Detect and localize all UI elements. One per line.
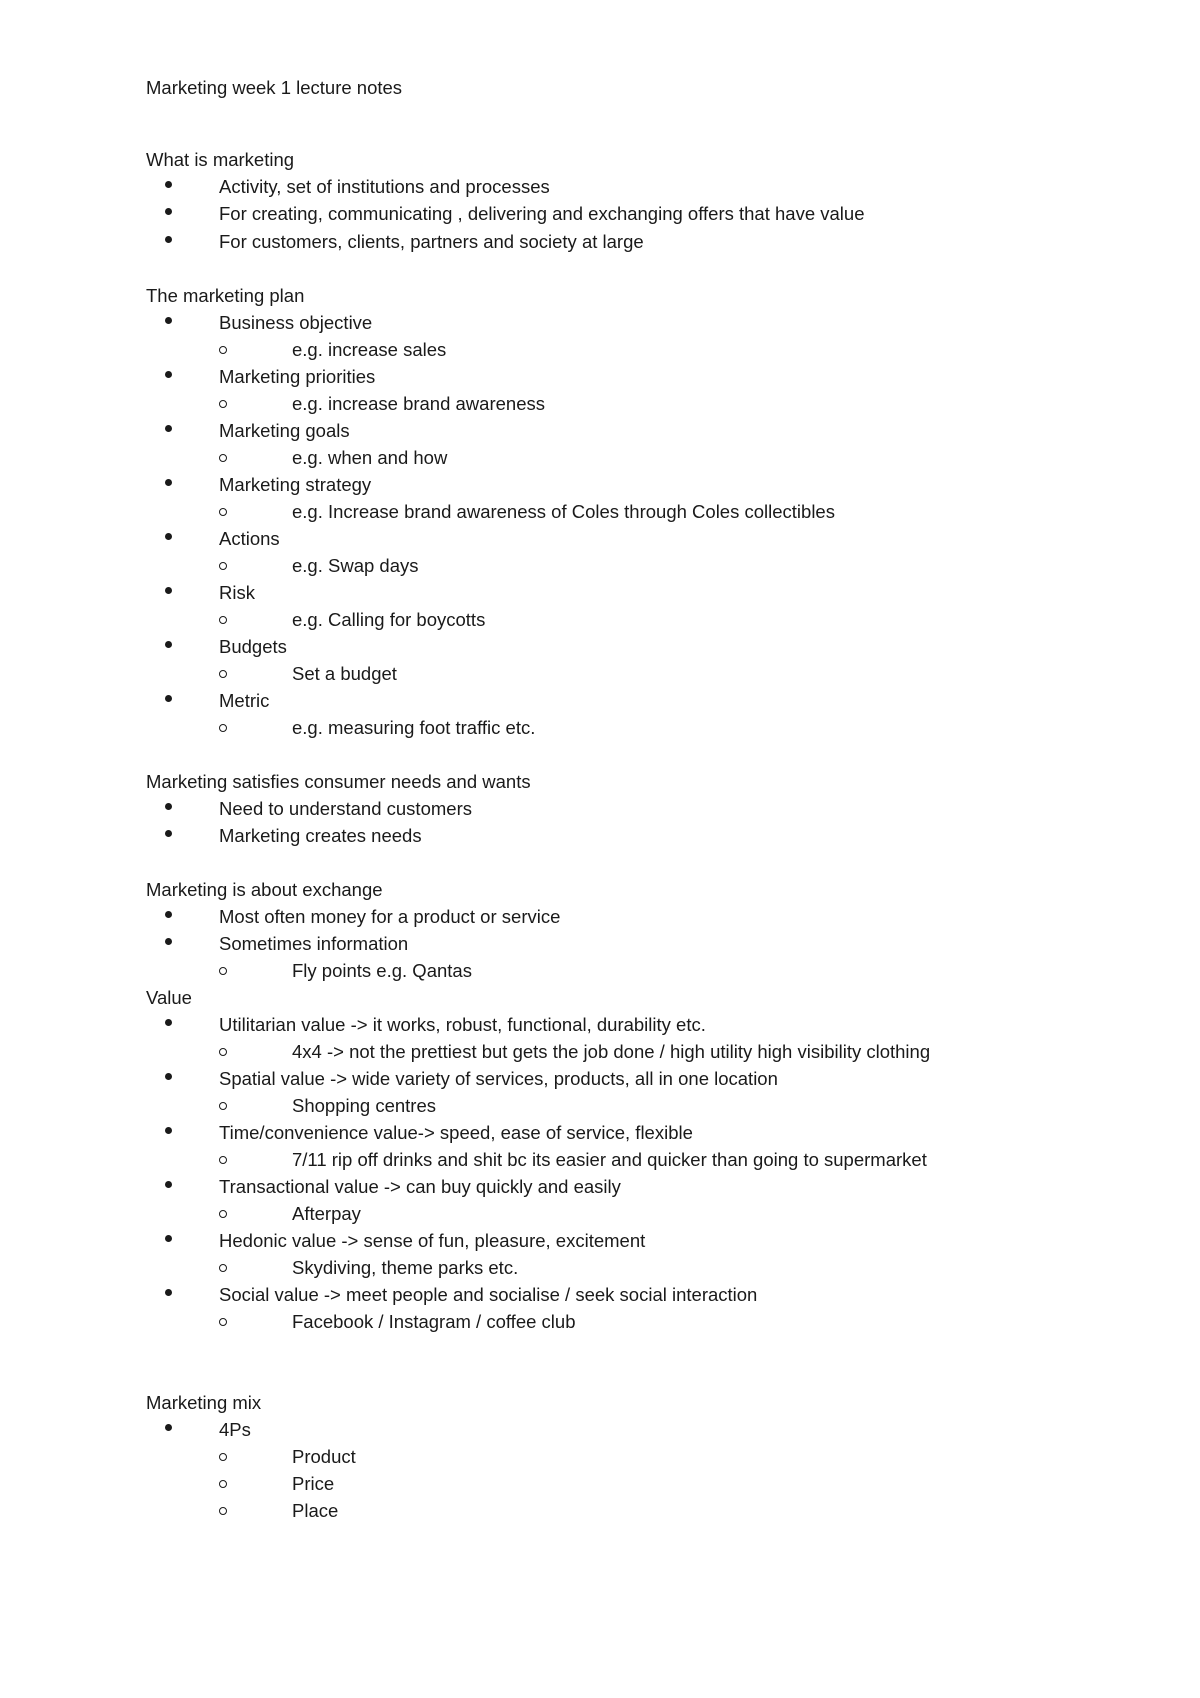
hollow-bullet-icon [219, 346, 227, 354]
filled-bullet-icon [165, 1127, 172, 1134]
filled-bullet-icon [165, 1019, 172, 1026]
filled-bullet-icon [165, 587, 172, 594]
document-title-text: Marketing week 1 lecture notes [146, 77, 403, 98]
hollow-bullet-icon [219, 616, 227, 624]
hollow-bullet-icon [219, 724, 227, 732]
bullet-item-text: Business objective [219, 312, 373, 333]
filled-bullet-icon [165, 1073, 172, 1080]
sub-bullet-item-text: Afterpay [292, 1203, 361, 1224]
filled-bullet-icon [165, 695, 172, 702]
sub-bullet-item-text: Fly points e.g. Qantas [292, 960, 472, 981]
bullet-item-text: Budgets [219, 636, 287, 657]
bullet-item-text: Activity, set of institutions and processes [219, 176, 550, 197]
sub-bullet-item-text: e.g. Increase brand awareness of Coles through Coles collectibles [292, 501, 835, 522]
hollow-bullet-icon [219, 1048, 227, 1056]
filled-bullet-icon [165, 1424, 172, 1431]
sub-bullet-item-text: e.g. measuring foot traffic etc. [292, 717, 536, 738]
filled-bullet-icon [165, 533, 172, 540]
sub-bullet-item-text: 4x4 -> not the prettiest but gets the job done / high utility high visibility clothing [292, 1041, 931, 1062]
sub-bullet-item-text: Place [292, 1500, 339, 1521]
sub-bullet-item-text: Shopping centres [292, 1095, 436, 1116]
bullet-item-text: Time/convenience value-> speed, ease of service, flexible [219, 1122, 693, 1143]
filled-bullet-icon [165, 317, 172, 324]
filled-bullet-icon [165, 1181, 172, 1188]
bullet-item-text: For customers, clients, partners and society at large [219, 231, 644, 252]
hollow-bullet-icon [219, 967, 227, 975]
hollow-bullet-icon [219, 1453, 227, 1461]
filled-bullet-icon [165, 1235, 172, 1242]
hollow-bullet-icon [219, 1318, 227, 1326]
sub-bullet-item-text: Set a budget [292, 663, 397, 684]
hollow-bullet-icon [219, 454, 227, 462]
hollow-bullet-icon [219, 1156, 227, 1164]
section-heading-text: Marketing is about exchange [146, 879, 383, 900]
hollow-bullet-icon [219, 1507, 227, 1515]
sub-bullet-item-text: Skydiving, theme parks etc. [292, 1257, 519, 1278]
filled-bullet-icon [165, 803, 172, 810]
sub-bullet-item-text: e.g. increase sales [292, 339, 447, 360]
bullet-item-text: Social value -> meet people and socialise / seek social interaction [219, 1284, 758, 1305]
bullet-item-text: Marketing strategy [219, 474, 372, 495]
sub-bullet-item-text: e.g. Swap days [292, 555, 419, 576]
filled-bullet-icon [165, 1289, 172, 1296]
sub-bullet-item-text: Product [292, 1446, 356, 1467]
bullet-item-text: Utilitarian value -> it works, robust, functional, durability etc. [219, 1014, 706, 1035]
bullet-item-text: Spatial value -> wide variety of services, products, all in one location [219, 1068, 778, 1089]
bullet-item-text: Transactional value -> can buy quickly and easily [219, 1176, 621, 1197]
sub-bullet-item-text: e.g. increase brand awareness [292, 393, 545, 414]
filled-bullet-icon [165, 641, 172, 648]
bullet-item-text: Marketing priorities [219, 366, 376, 387]
section-heading-text: Marketing mix [146, 1392, 262, 1413]
hollow-bullet-icon [219, 508, 227, 516]
filled-bullet-icon [165, 425, 172, 432]
filled-bullet-icon [165, 181, 172, 188]
section-heading-text: Value [146, 987, 192, 1008]
hollow-bullet-icon [219, 1480, 227, 1488]
bullet-item-text: Most often money for a product or service [219, 906, 561, 927]
hollow-bullet-icon [219, 670, 227, 678]
filled-bullet-icon [165, 208, 172, 215]
filled-bullet-icon [165, 236, 172, 243]
filled-bullet-icon [165, 371, 172, 378]
bullet-item-text: Need to understand customers [219, 798, 472, 819]
bullet-item-text: Metric [219, 690, 270, 711]
bullet-item-text: Sometimes information [219, 933, 409, 954]
hollow-bullet-icon [219, 1102, 227, 1110]
bullet-item-text: Marketing goals [219, 420, 350, 441]
sub-bullet-item-text: Price [292, 1473, 335, 1494]
hollow-bullet-icon [219, 1264, 227, 1272]
bullet-item-text: Hedonic value -> sense of fun, pleasure, excitement [219, 1230, 646, 1251]
filled-bullet-icon [165, 830, 172, 837]
section-heading-text: The marketing plan [146, 285, 305, 306]
hollow-bullet-icon [219, 1210, 227, 1218]
bullet-item-text: Actions [219, 528, 280, 549]
sub-bullet-item-text: 7/11 rip off drinks and shit bc its easier and quicker than going to supermarket [292, 1149, 927, 1170]
bullet-item-text: Marketing creates needs [219, 825, 422, 846]
section-heading-text: What is marketing [146, 149, 295, 170]
bullet-item-text: For creating, communicating , delivering and exchanging offers that have value [219, 203, 865, 224]
filled-bullet-icon [165, 938, 172, 945]
sub-bullet-item-text: e.g. Calling for boycotts [292, 609, 486, 630]
filled-bullet-icon [165, 911, 172, 918]
sub-bullet-item-text: e.g. when and how [292, 447, 448, 468]
sub-bullet-item-text: Facebook / Instagram / coffee club [292, 1311, 576, 1332]
bullet-item-text: 4Ps [219, 1419, 251, 1440]
filled-bullet-icon [165, 479, 172, 486]
bullet-item-text: Risk [219, 582, 255, 603]
section-heading-text: Marketing satisfies consumer needs and wants [146, 771, 531, 792]
hollow-bullet-icon [219, 562, 227, 570]
hollow-bullet-icon [219, 400, 227, 408]
